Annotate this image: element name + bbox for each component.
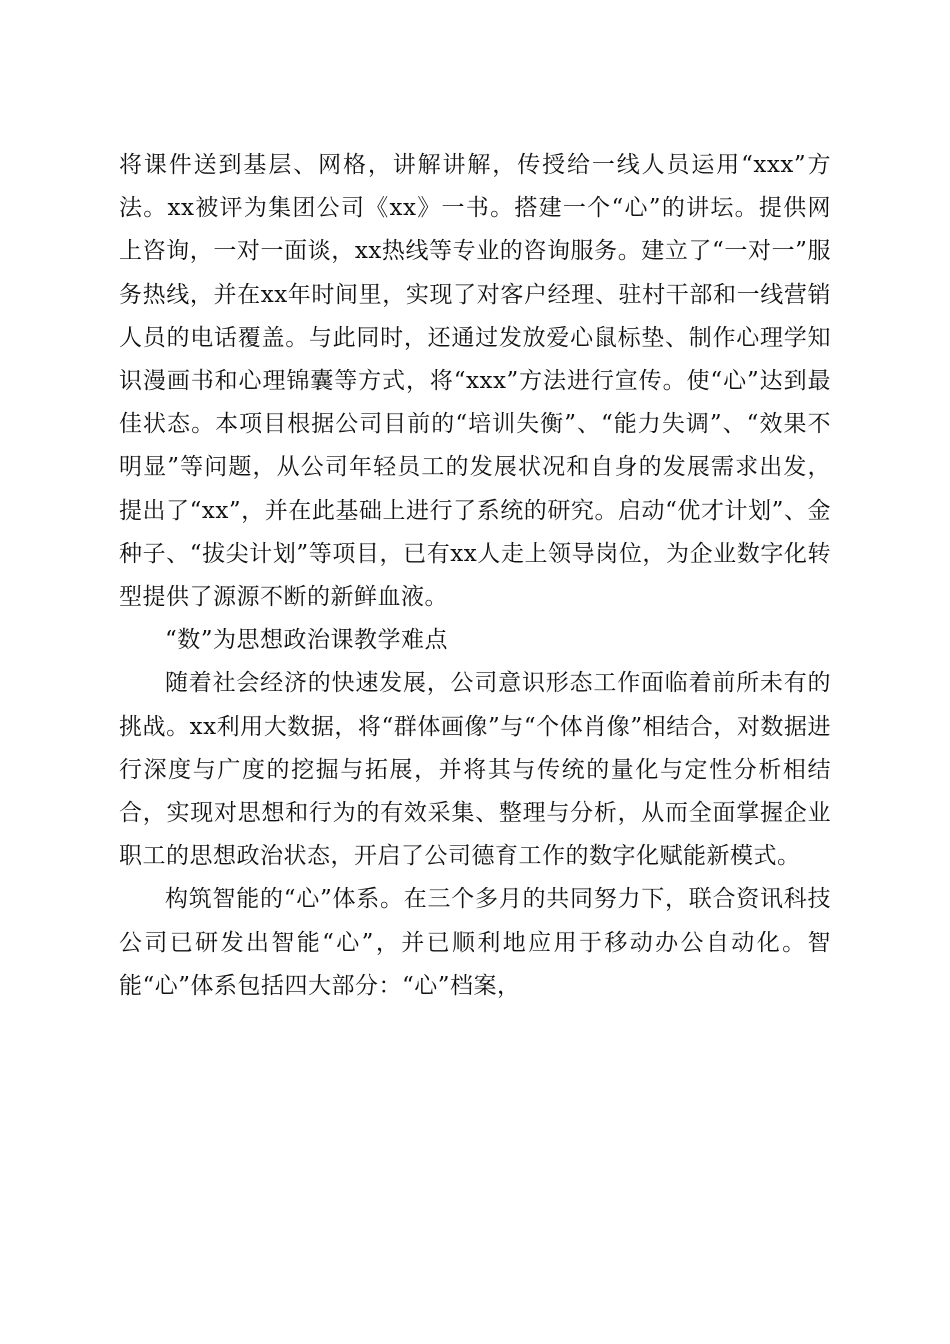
- document-body: [119, 144, 831, 1008]
- paragraph-big-data-analysis: 随着社会经济的快速发展，公司意识形态工作面临着前所未有的挑战。xx利用大数据，将“群体画像”与“个体肖像”相结合，对数据进行深度与广度的挖掘与拓展，并将其与传统的量化与定性分析相结合，实现对思想和行为的有效采集、整理与分析，从而全面掌握企业职工的思想政治状态，开启了公司德育工作的数字化赋能新模式。: [119, 670, 831, 870]
- paragraph-training-outreach: 将课件送到基层、网格，讲解讲解，传授给一线人员运用“xxx”方法。xx被评为集团公司《xx》一书。搭建一个“心”的讲坛。提供网上咨询，一对一面谈，xx热线等专业的咨询服务。建立了“一对一”服务热线，并在xx年时间里，实现了对客户经理、驻村干部和一线营销人员的电话覆盖。与此同时，还通过发放爱心鼠标垫、制作心理学知识漫画书和心理锦囊等方式，将“xxx”方法进行宣传。使“心”达到最佳状态。本项目根据公司目前的“培训失衡”、“能力失调”、“效果不明显”等问题，从公司年轻员工的发展状况和自身的发展需求出发，提出了“xx”，并在此基础上进行了系统的研究。启动“优才计划”、金种子、“拔尖计划”等项目，已有xx人走上领导岗位，为企业数字化转型提供了源源不断的新鲜血液。: [119, 152, 831, 611]
- paragraph-smart-heart-system: 构筑智能的“心”体系。在三个多月的共同努力下，联合资讯科技公司已研发出智能“心”，并已顺利地应用于移动办公自动化。智能“心”体系包括四大部分：“心”档案，: [119, 886, 831, 999]
- section-heading-data-difficulty: “数”为思想政治课教学难点: [165, 627, 449, 654]
